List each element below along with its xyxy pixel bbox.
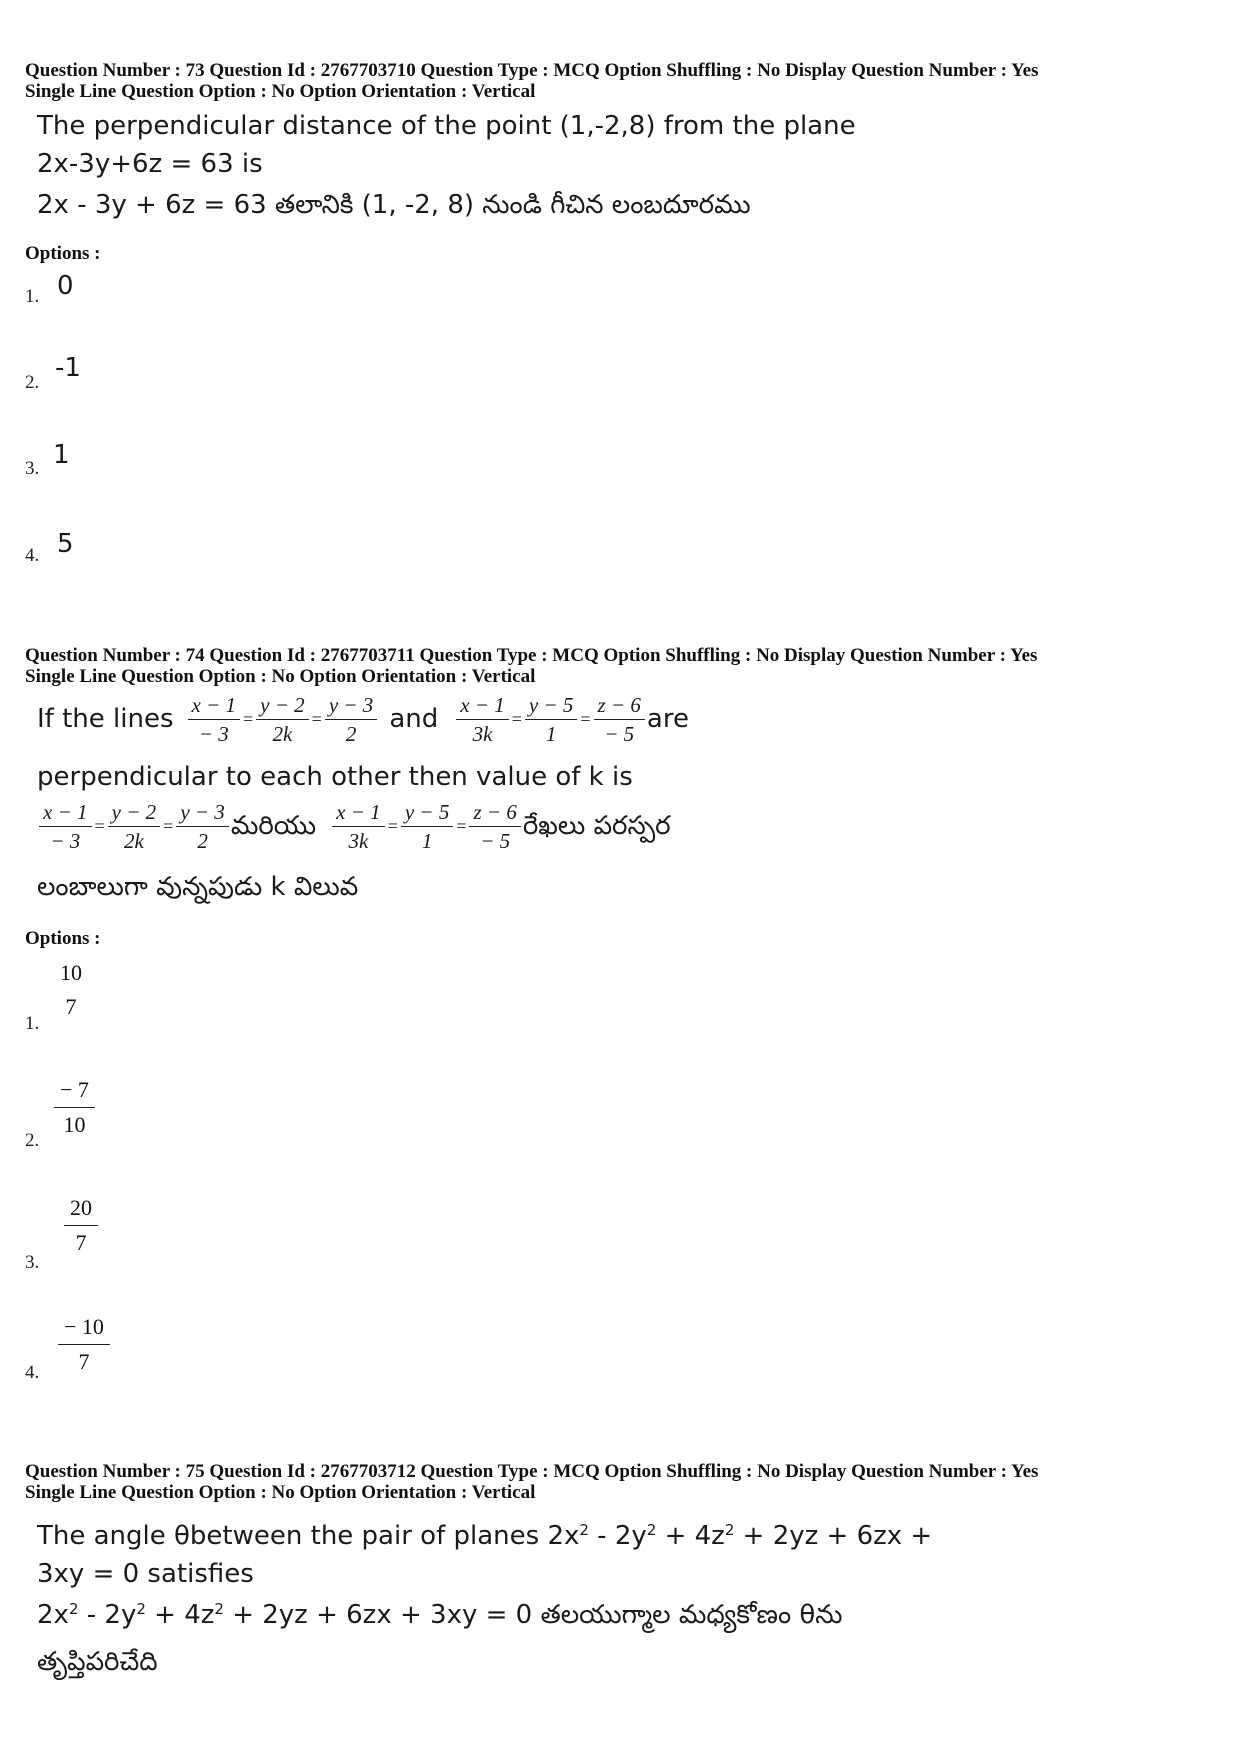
q74-fraction: $\frac{x - 1}{- 3}$ xyxy=(39,800,92,853)
q73-text-line1: The perpendicular distance of the point (1,-2,8) from the plane xyxy=(37,111,856,141)
q74-meta-line2: Single Line Question Option : No Option Orientation : Vertical xyxy=(25,666,536,687)
q75-text-line2: 3xy = 0 satisfies xyxy=(37,1559,254,1589)
q74-fraction: $\frac{z - 6}{- 5}$ xyxy=(469,800,520,853)
q73-meta-line2: Single Line Question Option : No Option Orientation : Vertical xyxy=(25,81,536,102)
q74-fraction: $\frac{y - 3}{2}$ xyxy=(176,800,229,853)
q74-fraction: $\frac{y - 5}{1}$ xyxy=(525,693,578,746)
q74-text-line4: లంబాలుగా వున్నపుడు k విలువ xyxy=(37,872,359,902)
q74-fraction: $\frac{x - 1}{3k}$ xyxy=(456,693,509,746)
q73-option-4-number: 4. xyxy=(25,545,40,566)
q74-fraction: $\frac{z - 6}{- 5}$ xyxy=(594,693,645,746)
q74-option-1-number: 1. xyxy=(25,1013,40,1034)
q74-text-line2: perpendicular to each other then value of k is xyxy=(37,762,633,792)
q74-option-2-value[interactable]: $\frac{- 7}{10}$ xyxy=(54,1075,95,1140)
q74-meta-line1: Question Number : 74 Question Id : 2767703711 Question Type : MCQ Option Shuffling : No Display Question Number : Yes xyxy=(25,645,1038,666)
q73-option-3-number: 3. xyxy=(25,458,40,479)
q73-text-line2: 2x-3y+6z = 63 is xyxy=(37,149,263,179)
q73-option-3-value[interactable]: 1 xyxy=(53,440,70,470)
q74-text-line1 xyxy=(37,690,689,748)
q73-text-line3: 2x - 3y + 6z = 63 తలానికి (1, -2, 8) నుండి గీచిన లంబదూరము xyxy=(37,190,751,220)
q73-option-1-number: 1. xyxy=(25,286,40,307)
equals-sign: = xyxy=(580,709,591,729)
q74-text-line3 xyxy=(37,797,671,855)
equals-sign: = xyxy=(511,709,522,729)
q73-option-4-value[interactable]: 5 xyxy=(57,529,74,559)
q74-fraction: $\frac{y - 2}{2k}$ xyxy=(256,693,309,746)
q74-option-3-number: 3. xyxy=(25,1252,40,1273)
equals-sign: = xyxy=(311,709,322,729)
q75-meta-line2: Single Line Question Option : No Option Orientation : Vertical xyxy=(25,1482,536,1503)
q74-and: and xyxy=(389,704,439,734)
q74-fraction: $\frac{x - 1}{- 3}$ xyxy=(188,693,241,746)
q74-fraction: $\frac{y - 5}{1}$ xyxy=(401,800,454,853)
q73-meta-line1: Question Number : 73 Question Id : 2767703710 Question Type : MCQ Option Shuffling : No Display Question Number : Yes xyxy=(25,60,1039,81)
q74-option-2-number: 2. xyxy=(25,1130,40,1151)
q74-fraction: $\frac{y - 3}{2}$ xyxy=(325,693,378,746)
q74-tel-rest: రేఖలు పరస్పర xyxy=(522,811,671,841)
q73-option-1-value[interactable]: 0 xyxy=(57,271,74,301)
q74-fraction: $\frac{x - 1}{3k}$ xyxy=(332,800,385,853)
q74-if-the-lines: If the lines xyxy=(37,704,174,734)
q74-option-4-number: 4. xyxy=(25,1362,40,1383)
q74-are: are xyxy=(646,704,689,734)
q75-text-line4: తృప్తిపరిచేది xyxy=(37,1647,158,1677)
q74-option-4-value[interactable]: $\frac{- 10}{7}$ xyxy=(58,1312,110,1377)
q74-option-3-value[interactable]: $\frac{20}{7}$ xyxy=(64,1193,98,1258)
equals-sign: = xyxy=(456,816,467,836)
q74-fraction: $\frac{y - 2}{2k}$ xyxy=(108,800,161,853)
equals-sign: = xyxy=(387,816,398,836)
q73-options-label: Options : xyxy=(25,243,101,264)
q73-option-2-number: 2. xyxy=(25,372,40,393)
q74-options-label: Options : xyxy=(25,928,101,949)
q74-option-1-value[interactable]: 10 7 xyxy=(60,960,82,1019)
q73-option-2-value[interactable]: -1 xyxy=(55,353,81,383)
equals-sign: = xyxy=(94,816,105,836)
equals-sign: = xyxy=(243,709,254,729)
q74-tel-mariyu: మరియు xyxy=(230,811,317,841)
equals-sign: = xyxy=(163,816,174,836)
q75-meta-line1: Question Number : 75 Question Id : 2767703712 Question Type : MCQ Option Shuffling : No Display Question Number : Yes xyxy=(25,1461,1039,1482)
q75-text-line3: $2x^2 - 2y^2 + 4z^2 + 2yz + 6zx + 3xy = 0$ తలయుగ్మాల మధ్యకోణం θను xyxy=(37,1600,843,1630)
q75-text-line1: The angle θbetween the pair of planes $2x^2 - 2y^2 + 4z^2 + 2yz + 6zx$ + xyxy=(37,1521,933,1551)
